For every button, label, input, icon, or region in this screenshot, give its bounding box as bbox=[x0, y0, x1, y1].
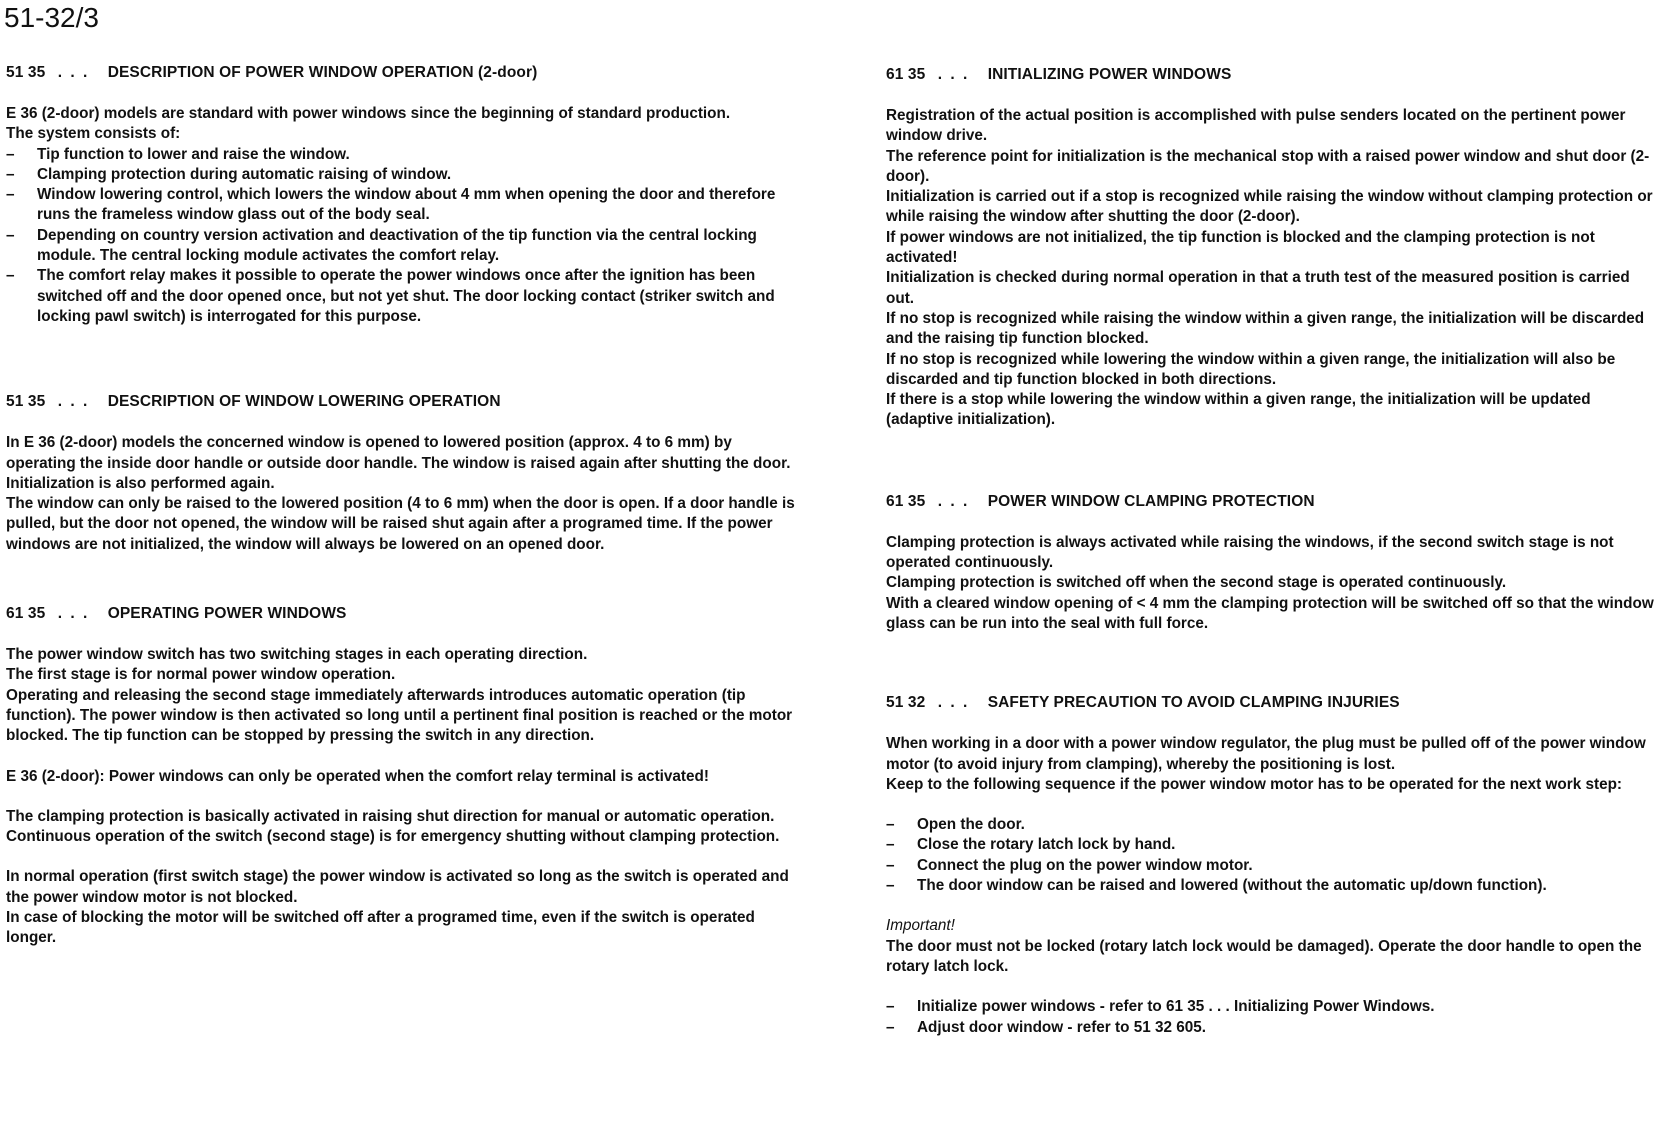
list-item: – Initialize power windows - refer to 61 35 . . . Initializing Power Windows. bbox=[886, 997, 1656, 1017]
paragraph: E 36 (2-door) models are standard with power windows since the beginning of standard production. bbox=[6, 105, 731, 122]
section-power-window-operation bbox=[6, 64, 796, 327]
list-item: – Open the door. bbox=[886, 815, 1656, 835]
list-item: – The door window can be raised and lowered (without the automatic up/down function). bbox=[886, 876, 1656, 896]
paragraph: The window can only be raised to the lowered position (4 to 6 mm) when the door is open. If a door handle is pulled, but the door not opened, the window will be raised shut again after a programed time. If the power windows are not initialized, the window will always be lowered on an opened door. bbox=[6, 495, 795, 553]
section-code: 61 35 bbox=[886, 66, 926, 83]
procedure-list bbox=[886, 815, 1656, 896]
feature-list bbox=[6, 145, 796, 328]
section-dots: . . . bbox=[57, 605, 90, 623]
list-item: – Clamping protection during automatic raising of window. bbox=[6, 165, 796, 185]
section-dots: . . . bbox=[57, 64, 90, 81]
section-title: SAFETY PRECAUTION TO AVOID CLAMPING INJURIES bbox=[987, 694, 1400, 712]
paragraph: The power window switch has two switching stages in each operating direction. bbox=[6, 646, 588, 664]
section-initializing-power-windows bbox=[886, 66, 1656, 431]
list-item: – Depending on country version activation and deactivation of the tip function via the central locking module. The central locking module activates the comfort relay. bbox=[6, 226, 796, 267]
paragraph: The door must not be locked (rotary latch lock would be damaged). Operate the door handle to open the rotary latch lock. bbox=[886, 937, 1642, 975]
list-item: – Connect the plug on the power window motor. bbox=[886, 856, 1656, 876]
paragraph: When working in a door with a power window regulator, the plug must be pulled off of the power window motor (to avoid injury from clamping), whereby the positioning is lost. bbox=[886, 735, 1646, 773]
section-body bbox=[6, 104, 796, 327]
section-operating-power-windows bbox=[6, 605, 796, 949]
section-dots: . . . bbox=[937, 66, 970, 83]
section-title: DESCRIPTION OF WINDOW LOWERING OPERATION bbox=[107, 393, 501, 411]
important-label: Important! bbox=[886, 917, 955, 935]
paragraph: If no stop is recognized while lowering the window within a given range, the initialization will also be discarded and tip function blocked in both directions. bbox=[886, 350, 1616, 388]
section-title: POWER WINDOW CLAMPING PROTECTION bbox=[987, 492, 1315, 510]
paragraph: If no stop is recognized while raising the window within a given range, the initialization will be discarded and the raising tip function blocked. bbox=[886, 309, 1645, 348]
page-number: 51-32/3 bbox=[4, 2, 99, 33]
reference-list bbox=[886, 997, 1656, 1038]
paragraph: Registration of the actual position is accomplished with pulse senders located on the pertinent power window drive. bbox=[886, 107, 1626, 145]
list-item: – Adjust door window - refer to 51 32 605. bbox=[886, 1018, 1656, 1038]
paragraph: Continuous operation of the switch (second stage) is for emergency shutting without clamping protection. bbox=[6, 828, 780, 846]
section-title: INITIALIZING POWER WINDOWS bbox=[987, 66, 1232, 83]
left-column bbox=[6, 64, 796, 949]
list-item: – Tip function to lower and raise the window. bbox=[6, 145, 796, 165]
section-dots: . . . bbox=[937, 492, 970, 510]
section-heading bbox=[886, 66, 1656, 84]
section-heading bbox=[6, 393, 796, 411]
paragraph: With a cleared window opening of < 4 mm the clamping protection will be switched off so that the window glass can be run into the seal with full force. bbox=[886, 594, 1654, 632]
list-item: – The comfort relay makes it possible to operate the power windows once after the ignition has been switched off and the door opened once, but not yet shut. The door locking contact (striker switch and locking pawl switch) is interrogated for this purpose. bbox=[6, 266, 796, 327]
section-code: 61 35 bbox=[886, 492, 926, 510]
section-body bbox=[886, 533, 1656, 634]
section-heading bbox=[886, 493, 1656, 511]
section-code: 51 32 bbox=[886, 694, 926, 712]
paragraph: If power windows are not initialized, the tip function is blocked and the clamping protection is not activated! bbox=[886, 228, 1595, 267]
list-item: – Close the rotary latch lock by hand. bbox=[886, 835, 1656, 855]
section-heading bbox=[6, 64, 796, 82]
section-clamping-protection bbox=[886, 493, 1656, 634]
section-window-lowering bbox=[6, 393, 796, 555]
paragraph: Clamping protection is switched off when the second stage is operated continuously. bbox=[886, 574, 1507, 592]
paragraph: Keep to the following sequence if the power window motor has to be operated for the next work step: bbox=[886, 775, 1623, 793]
section-body bbox=[6, 433, 796, 555]
section-dots: . . . bbox=[937, 694, 970, 712]
section-heading bbox=[886, 694, 1656, 712]
paragraph: In E 36 (2-door) models the concerned window is opened to lowered position (approx. 4 to 6 mm) by operating the inside door handle or outside door handle. The window is raised again after shutting the door. Initialization is also performed again. bbox=[6, 434, 791, 492]
paragraph: The reference point for initialization is the mechanical stop with a raised power window and shut door (2-door). bbox=[886, 147, 1650, 185]
section-heading bbox=[6, 605, 796, 623]
paragraph: Initialization is carried out if a stop is recognized while raising the window without clamping protection or while raising the window after shutting the door (2-door). bbox=[886, 188, 1653, 226]
section-body bbox=[6, 645, 796, 949]
section-code: 51 35 bbox=[6, 393, 46, 411]
list-item: – Window lowering control, which lowers the window about 4 mm when opening the door and therefore runs the frameless window glass out of the body seal. bbox=[6, 185, 796, 226]
section-title: OPERATING POWER WINDOWS bbox=[107, 605, 347, 623]
paragraph: The system consists of: bbox=[6, 125, 181, 143]
section-body bbox=[886, 106, 1656, 431]
section-dots: . . . bbox=[57, 393, 90, 411]
paragraph: In case of blocking the motor will be switched off after a programed time, even if the switch is operated longer. bbox=[6, 909, 755, 947]
section-safety-precaution bbox=[886, 694, 1656, 1038]
section-code: 61 35 bbox=[6, 605, 46, 623]
paragraph: The first stage is for normal power window operation. bbox=[6, 666, 396, 684]
section-body bbox=[886, 734, 1656, 1038]
section-title: DESCRIPTION OF POWER WINDOW OPERATION (2-door) bbox=[107, 64, 538, 81]
right-column bbox=[886, 66, 1656, 1038]
paragraph: If there is a stop while lowering the window within a given range, the initialization will be updated (adaptive initialization). bbox=[886, 391, 1591, 429]
paragraph: Operating and releasing the second stage immediately afterwards introduces automatic operation (tip function). The power window is then activated so long until a pertinent final position is reached or the motor blocked. The tip function can be stopped by pressing the switch in any direction. bbox=[6, 686, 793, 745]
paragraph: In normal operation (first switch stage) the power window is activated so long as the switch is operated and the power window motor is not blocked. bbox=[6, 868, 789, 906]
paragraph: Initialization is checked during normal operation in that a truth test of the measured position is carried out. bbox=[886, 269, 1630, 307]
paragraph: The clamping protection is basically activated in raising shut direction for manual or automatic operation. bbox=[6, 807, 775, 825]
paragraph: Clamping protection is always activated while raising the windows, if the second switch stage is not operated continuously. bbox=[886, 533, 1614, 572]
section-code: 51 35 bbox=[6, 64, 46, 81]
paragraph: E 36 (2-door): Power windows can only be operated when the comfort relay terminal is activated! bbox=[6, 767, 709, 785]
